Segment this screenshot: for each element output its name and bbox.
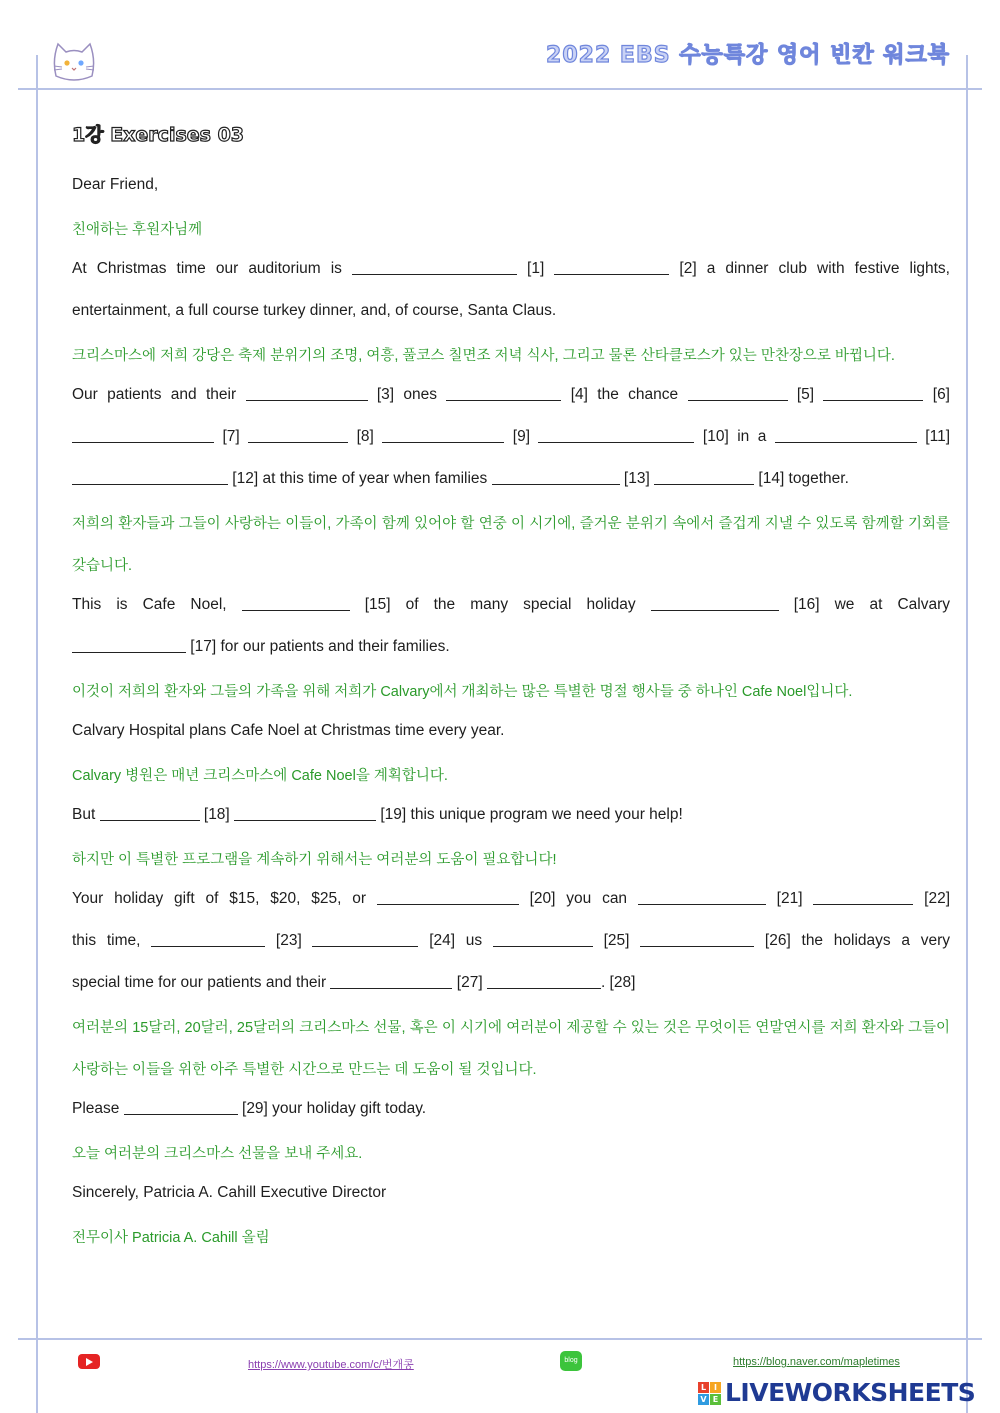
line-text: Your holiday gift of $15, $20, $25, or [72, 890, 377, 907]
line-text: [25] [592, 932, 641, 949]
blank-input-9[interactable] [382, 428, 504, 443]
line-text: [8] [348, 428, 383, 445]
line-text: Our patients and their [72, 386, 246, 403]
worksheet-title: 2022 EBS 수능특강 영어 빈칸 워크북 [546, 43, 950, 68]
english-text-line [72, 638, 950, 656]
blank-input-4[interactable] [446, 386, 561, 401]
liveworksheets-wordmark: LIVEWORKSHEETS [725, 1378, 976, 1407]
english-text-line [72, 260, 950, 278]
line-text: [19] this unique program we need your help! [376, 806, 683, 823]
english-text-line [72, 890, 950, 908]
blank-input-29[interactable] [124, 1100, 238, 1115]
blank-input-25[interactable] [493, 932, 593, 947]
blank-input-5[interactable] [688, 386, 788, 401]
korean-translation-line: 친애하는 후원자님께 [72, 222, 203, 238]
english-text-line [72, 1100, 950, 1118]
line-text: But [72, 806, 100, 823]
korean-translation-line: 오늘 여러분의 크리스마스 선물을 보내 주세요. [72, 1146, 363, 1162]
line-text: [29] your holiday gift today. [237, 1100, 427, 1117]
blog-icon[interactable]: blog [560, 1351, 582, 1371]
blank-input-15[interactable] [242, 596, 350, 611]
blank-input-26[interactable] [640, 932, 754, 947]
line-text: this time, [72, 932, 152, 949]
frame-top-line [18, 88, 982, 90]
liveworksheets-logo-icon: L I V E [698, 1382, 722, 1406]
english-text-line [72, 596, 950, 614]
korean-translation-line: 하지만 이 특별한 프로그램을 계속하기 위해서는 여러분의 도움이 필요합니다! [72, 852, 557, 868]
blank-input-21[interactable] [638, 890, 766, 905]
blank-input-20[interactable] [377, 890, 519, 905]
line-text: [14] together. [754, 470, 849, 487]
korean-translation-line: 크리스마스에 저희 강당은 축제 분위기의 조명, 여흥, 풀코스 칠면조 저녁 식사, 그리고 물론 산타클로스가 있는 만찬장으로 바뀝니다. [72, 348, 895, 364]
youtube-icon[interactable] [78, 1354, 100, 1369]
blank-input-22[interactable] [813, 890, 913, 905]
line-text: [6] [923, 386, 950, 403]
blank-input-18[interactable] [100, 806, 200, 821]
korean-translation-line: 사랑하는 이들을 위한 아주 특별한 시간으로 만드는 데 도움이 될 것입니다. [72, 1062, 537, 1078]
korean-translation-line: Calvary 병원은 매년 크리스마스에 Cafe Noel을 계획합니다. [72, 768, 448, 784]
english-text-line: Calvary Hospital plans Cafe Noel at Christmas time every year. [72, 722, 505, 739]
blank-input-24[interactable] [312, 932, 418, 947]
frame-right-line [966, 55, 968, 1413]
blank-input-6[interactable] [823, 386, 923, 401]
line-text: [27] [452, 974, 487, 991]
line-text: [22] [913, 890, 951, 907]
line-text: . [28] [600, 974, 636, 991]
korean-translation-line: 여러분의 15달러, 20달러, 25달러의 크리스마스 선물, 혹은 이 시기에 여러분이 제공할 수 있는 것은 무엇이든 연말연시를 저희 환자와 그들이 [72, 1020, 950, 1036]
english-text-line: entertainment, a full course turkey dinner, and, of course, Santa Claus. [72, 302, 557, 319]
line-text: [12] at this time of year when families [228, 470, 492, 487]
blank-input-19[interactable] [234, 806, 376, 821]
line-text: [4] the chance [561, 386, 688, 403]
blank-input-2[interactable] [554, 260, 669, 275]
blank-input-13[interactable] [492, 470, 620, 485]
line-text: [24] us [418, 932, 493, 949]
blank-input-14[interactable] [654, 470, 754, 485]
korean-translation-line: 갖습니다. [72, 558, 133, 574]
line-text: This is Cafe Noel, [72, 596, 242, 613]
line-text: [7] [214, 428, 249, 445]
cat-icon [48, 36, 100, 82]
blank-input-8[interactable] [248, 428, 348, 443]
blank-input-10[interactable] [538, 428, 694, 443]
english-text-line [72, 932, 950, 950]
line-text: [20] you can [518, 890, 638, 907]
line-text: [11] [916, 428, 951, 445]
blank-input-1[interactable] [352, 260, 517, 275]
line-text: [2] a dinner club with festive lights, [669, 260, 950, 277]
line-text: [5] [787, 386, 824, 403]
english-text-line [72, 428, 950, 446]
blog-link[interactable]: https://blog.naver.com/mapletimes [733, 1356, 900, 1368]
line-text: [15] of the many special holiday [349, 596, 651, 613]
section-title: 1강 Exercises 03 [72, 124, 245, 146]
blank-input-28[interactable] [487, 974, 601, 989]
korean-translation-line: 이것이 저희의 환자와 그들의 가족을 위해 저희가 Calvary에서 개최하는 많은 특별한 명절 행사들 중 하나인 Cafe Noel입니다. [72, 684, 853, 700]
english-text-line: Sincerely, Patricia A. Cahill Executive Director [72, 1184, 387, 1201]
english-text-line [72, 974, 950, 992]
line-text: Please [72, 1100, 124, 1117]
line-text: [13] [619, 470, 655, 487]
frame-left-line [36, 55, 38, 1413]
frame-bottom-line [18, 1338, 982, 1340]
line-text: [26] the holidays a very [754, 932, 950, 949]
line-text: special time for our patients and their [72, 974, 331, 991]
korean-translation-line: 저희의 환자들과 그들이 사랑하는 이들이, 가족이 함께 있어야 할 연중 이 시기에, 즐거운 분위기 속에서 즐겁게 지낼 수 있도록 함께할 기회를 [72, 516, 950, 532]
line-text: [17] for our patients and their families. [186, 638, 450, 655]
english-text-line [72, 386, 950, 404]
line-text: [9] [504, 428, 539, 445]
blank-input-11[interactable] [775, 428, 917, 443]
korean-translation-line: 전무이사 Patricia A. Cahill 올림 [72, 1230, 270, 1246]
youtube-link[interactable]: https://www.youtube.com/c/번개콩 [248, 1359, 414, 1371]
line-text: [1] [517, 260, 555, 277]
line-text: [23] [265, 932, 313, 949]
blank-input-7[interactable] [72, 428, 214, 443]
blank-input-3[interactable] [246, 386, 368, 401]
blank-input-23[interactable] [151, 932, 265, 947]
line-text: [3] ones [367, 386, 447, 403]
blank-input-17[interactable] [72, 638, 186, 653]
line-text: At Christmas time our auditorium is [72, 260, 352, 277]
english-text-line [72, 470, 950, 488]
blank-input-16[interactable] [651, 596, 779, 611]
blank-input-27[interactable] [330, 974, 452, 989]
line-text: [21] [765, 890, 814, 907]
line-text: [16] we at Calvary [778, 596, 950, 613]
blank-input-12[interactable] [72, 470, 228, 485]
english-text-line [72, 806, 950, 824]
line-text: [10] in a [694, 428, 775, 445]
line-text: [18] [199, 806, 235, 823]
english-text-line: Dear Friend, [72, 176, 159, 193]
